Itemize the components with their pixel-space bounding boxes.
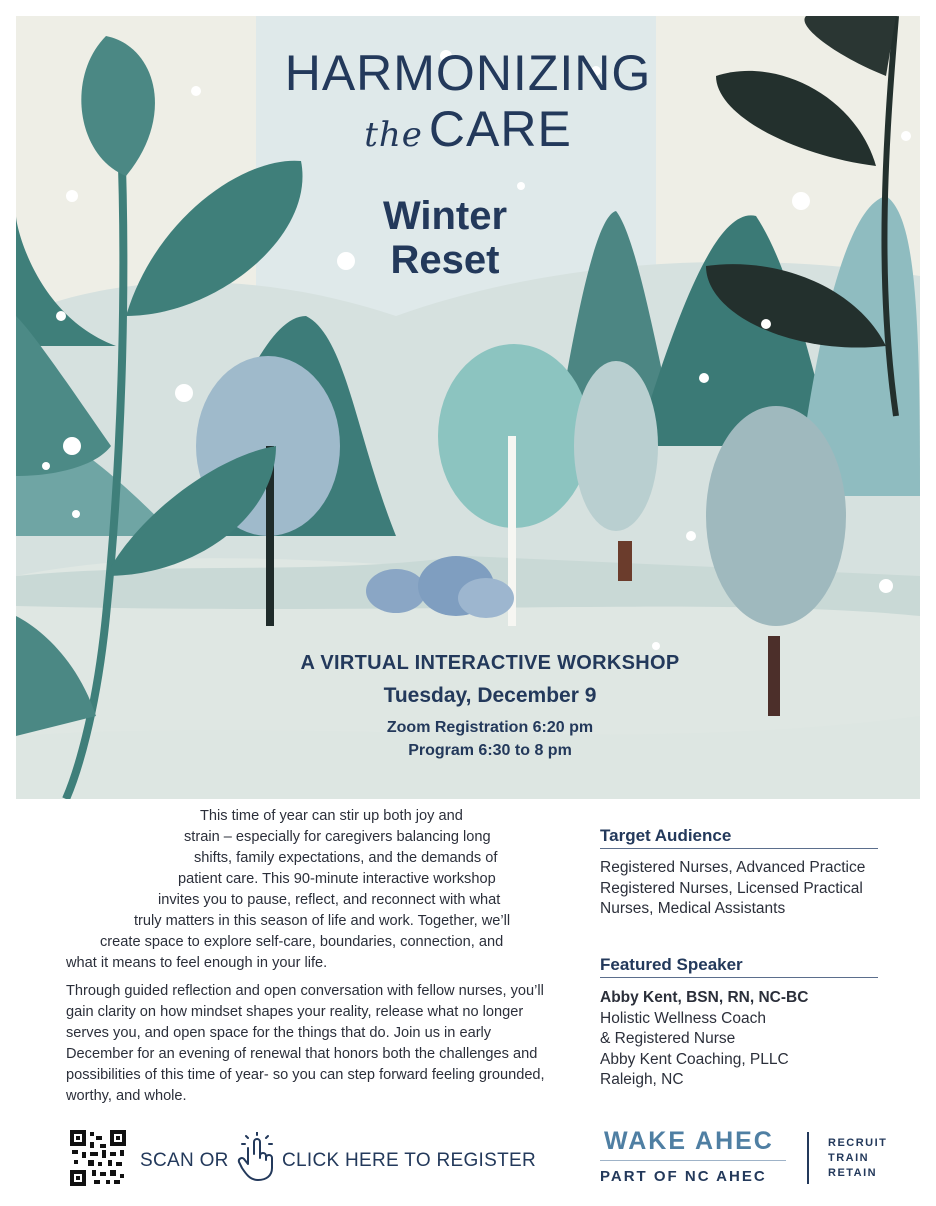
title-line2: [0, 100, 936, 158]
title-line1: HARMONIZING: [284, 45, 652, 101]
qr-code-icon[interactable]: [70, 1130, 126, 1186]
wake-ahec-logo: WAKE AHEC: [604, 1127, 774, 1155]
scan-label: SCAN OR: [140, 1150, 229, 1171]
tagline-word: TRAIN: [828, 1152, 870, 1164]
zoom-registration-time: Zoom Registration 6:20 pm: [386, 719, 594, 736]
featured-speaker-heading: Featured Speaker: [600, 955, 878, 978]
para1-line: patient care. This 90-minute interactive workshop: [178, 871, 496, 887]
speaker-detail: Raleigh, NC: [600, 1071, 684, 1088]
para1-line: truly matters in this season of life and work. Together, we’ll: [134, 913, 511, 929]
speaker-info: [600, 988, 880, 1091]
description-paragraph-2: Through guided reflection and open conversation with fellow nurses, you’ll gain clarity on how mindset shapes your reality, release what no longer serves you, and open space for the things that do. Join us in early December for an evening of renewal that honors both the challenges and possibilities of this time of year- so you can step forward feeling grounded, worthy, and whole.: [66, 983, 545, 1104]
subtitle-line2: Reset: [390, 238, 500, 282]
para1-line: invites you to pause, reflect, and reconnect with what: [158, 892, 501, 908]
para1-line: shifts, family expectations, and the demands of: [194, 850, 498, 866]
program-time: Program 6:30 to 8 pm: [408, 742, 572, 759]
brand-separator: [807, 1132, 809, 1184]
part-of-nc-ahec: PART OF NC AHEC: [600, 1168, 767, 1185]
target-audience-heading: Target Audience: [600, 826, 878, 849]
brand-tagline: [828, 1136, 887, 1181]
description-paragraph-1: [60, 806, 560, 974]
target-audience-text: Registered Nurses, Advanced Practice Registered Nurses, Licensed Practical Nurses, Medical Assistants: [600, 859, 866, 917]
workshop-subtitle: [320, 194, 570, 282]
subtitle-line1: Winter: [382, 194, 508, 238]
para1-line: what it means to feel enough in your life.: [66, 955, 328, 971]
pointer-hand-icon: [236, 1132, 278, 1182]
speaker-detail: & Registered Nurse: [600, 1030, 736, 1047]
speaker-detail: Abby Kent Coaching, PLLC: [600, 1050, 789, 1068]
para1-line: This time of year can stir up both joy and: [200, 808, 463, 824]
para1-line: create space to explore self-care, boundaries, connection, and: [100, 934, 504, 950]
event-kind: A VIRTUAL INTERACTIVE WORKSHOP: [300, 652, 680, 674]
logo-divider: [600, 1160, 786, 1161]
register-link[interactable]: CLICK HERE TO REGISTER: [282, 1150, 537, 1171]
para1-line: strain – especially for caregivers balancing long: [184, 829, 491, 845]
tagline-word: RECRUIT: [828, 1137, 888, 1149]
speaker-detail: Holistic Wellness Coach: [600, 1009, 766, 1027]
tagline-word: RETAIN: [828, 1167, 878, 1179]
title-script: the: [364, 115, 423, 155]
speaker-name: Abby Kent, BSN, RN, NC-BC: [600, 989, 809, 1006]
event-date: Tuesday, December 9: [383, 684, 597, 707]
title-care: CARE: [428, 101, 572, 157]
